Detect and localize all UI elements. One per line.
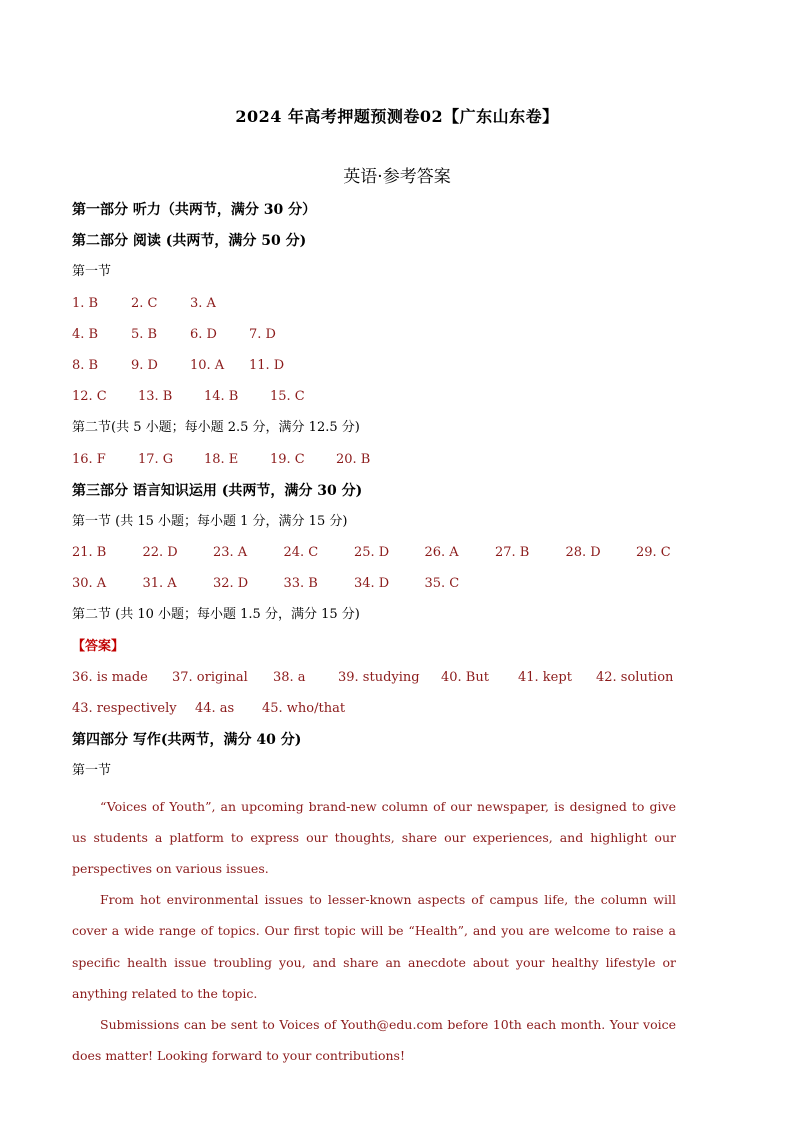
answer-item: 43. respectively [72,701,177,716]
answer-item: 36. is made [72,669,148,685]
answer-item: 32. D [213,576,249,592]
answer-item: 8. B [72,357,99,373]
answer-item: 40. But [441,669,489,685]
answer-item: 41. kept [518,669,572,685]
section2-answers-row [72,448,676,479]
part2-heading: 第二部分 阅读 (共两节，满分 50 分) [72,233,307,250]
answer-item: 38. a [273,669,306,685]
answer-item: 11. D [249,357,285,373]
reading-answers-row-3 [72,354,676,385]
answer-item: 6. D [190,326,217,342]
answer-item: 39. studying [338,669,420,685]
cloze-answers-row-1 [72,541,676,572]
answer-item: 10. A [190,357,225,373]
answer-item: 44. as [195,701,235,716]
answer-item: 5. B [131,326,158,342]
answer-item: 15. C [270,389,305,405]
essay-paragraph-2: From hot environmental issues to lesser-known aspects of campus life, the column will cover a wide range of topics. Our first topic will be “Health”, and you are welcome to raise a specific health issue troubling you, and share an anecdote about your healthy lifestyle or anything related to the topic. [72,892,676,1001]
answer-item: 19. C [270,451,305,467]
part2-section2-label: 第二节(共 5 小题；每小题 2.5 分，满分 12.5 分) [72,420,360,436]
answer-item: 26. A [424,545,459,561]
cloze-answers-row-2 [72,572,676,603]
answer-item: 3. A [190,295,216,311]
essay-paragraph-1: “Voices of Youth”, an upcoming brand-new column of our newspaper, is designed to give us students a platform to express our thoughts, share our experiences, and highlight our perspectives on various issues. [72,798,676,876]
answer-item: 21. B [72,545,107,561]
answer-item: 7. D [249,326,276,342]
answer-item: 24. C [283,545,319,561]
answer-item: 13. B [138,389,173,405]
part3-section1-label: 第一节 (共 15 小题；每小题 1 分，满分 15 分) [72,513,348,529]
page-title: 2024 年高考押题预测卷02【广东山东卷】 [235,107,559,126]
answer-item: 14. B [204,389,239,405]
answer-item: 31. A [142,576,177,592]
answer-item: 42. solution [596,669,674,685]
answer-item: 17. G [138,451,174,467]
answer-item: 28. D [565,545,601,561]
answer-item: 37. original [172,669,248,685]
answer-content [72,198,676,1071]
answer-item: 45. who/that [262,701,346,716]
reading-answers-row-2 [72,323,676,354]
answer-item: 18. E [204,451,239,467]
answer-bracket-label: 【答案】 [72,638,125,654]
answer-item: 16. F [72,451,106,467]
part3-section2-label: 第二节 (共 10 小题；每小题 1.5 分，满分 15 分) [72,607,360,623]
reading-answers-row-4 [72,385,676,416]
part2-section1-label: 第一节 [72,264,112,280]
answer-item: 27. B [495,545,530,561]
answer-item: 12. C [72,389,107,405]
answer-item: 22. D [142,545,178,561]
answer-item: 33. B [283,576,318,592]
answer-item: 34. D [354,576,390,592]
answer-item: 23. A [213,545,248,561]
part4-section1-label: 第一节 [72,763,112,779]
answer-item: 1. B [72,295,99,311]
reading-answers-row-1 [72,292,676,323]
answer-item: 25. D [354,545,390,561]
page-subtitle: 英语·参考答案 [343,167,451,187]
answer-item: 35. C [424,576,460,592]
part4-heading: 第四部分 写作(共两节，满分 40 分) [72,732,302,749]
answer-item: 29. C [636,545,671,561]
answer-item: 30. A [72,576,107,592]
answer-item: 20. B [336,451,371,467]
answer-item: 9. D [131,357,158,373]
fill-answers-row-2 [72,697,676,728]
fill-answers-row-1 [72,666,676,697]
essay-paragraph-3: Submissions can be sent to Voices of Youth@edu.com before 10th each month. Your voice does matter! Looking forward to your contributions! [72,1016,676,1064]
answer-item: 4. B [72,326,99,342]
part3-heading: 第三部分 语言知识运用 (共两节，满分 30 分) [72,482,363,499]
part1-heading: 第一部分 听力（共两节，满分 30 分） [72,202,317,218]
answer-item: 2. C [131,295,158,311]
